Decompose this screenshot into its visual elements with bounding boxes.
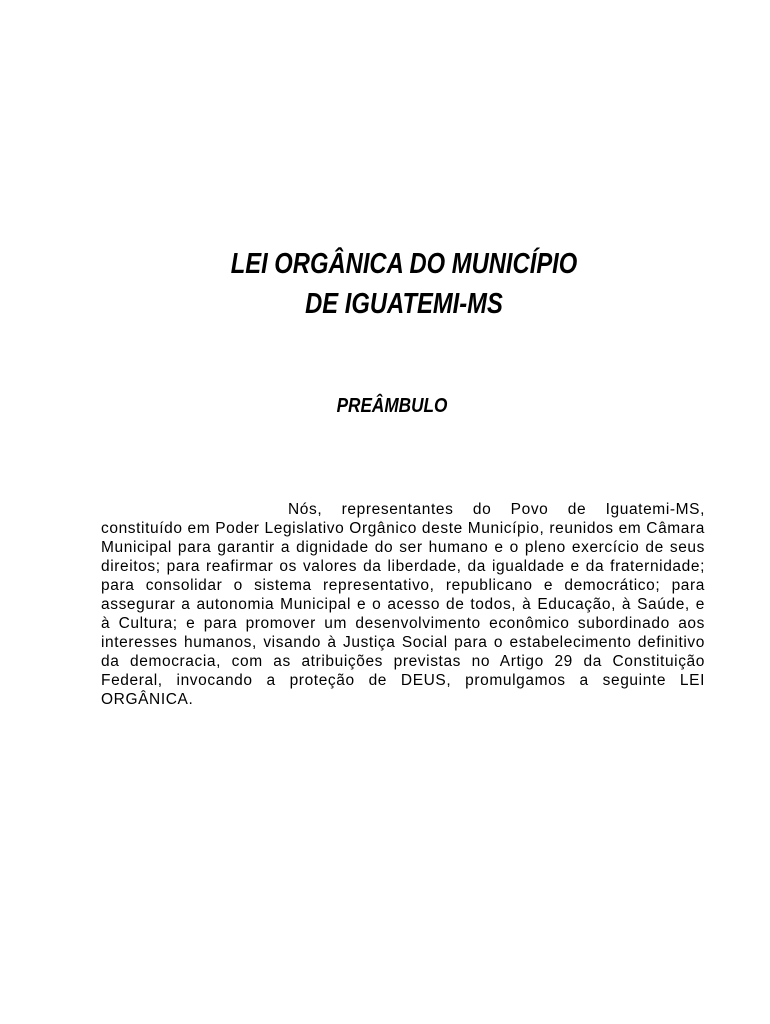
preamble-text: Nós, representantes do Povo de Iguatemi-MS, constituído em Poder Legislativo Orgânico deste Município, reunidos em Câmara Municipal para garantir a dignidade do ser humano e o pleno exercício de seus direitos; para reafirmar os valores da liberdade, da igualdade e da fraternidade; para consolidar o sistema representativo, republicano e democrático; para assegurar a autonomia Municipal e o acesso de todos, à Educação, à Saúde, e à Cultura; e para promover um desenvolvimento econômico subordinado aos interesses humanos, visando à Justiça Social para o estabelecimento definitivo da democracia, com as atribuições previstas no Artigo 29 da Constituição Federal, invocando a proteção de DEUS, promulgamos a seguinte LEI ORGÂNICA. [101, 501, 705, 708]
section-heading: PREÂMBULO [336, 395, 448, 417]
title-line-2: DE IGUATEMI-MS [305, 288, 503, 320]
preamble-paragraph [101, 500, 705, 709]
title-line-1: LEI ORGÂNICA DO MUNICÍPIO [230, 248, 578, 280]
document-title [73, 244, 736, 324]
